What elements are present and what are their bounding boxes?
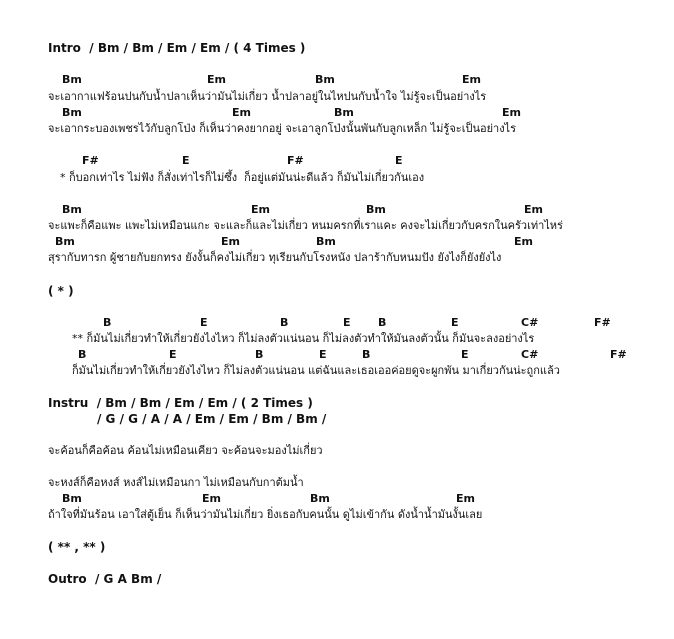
pre-lyric: * ก็บอกเท่าไร ไม่ฟัง ก็สั่งเท่าไรก็ไม่ซึ้ง ก็อยู่แต่มันน่ะดีแล้ว ก็มันไม่เกี่ยวกันเอง bbox=[60, 171, 425, 184]
chord: F# bbox=[610, 348, 627, 361]
chord: Bm bbox=[334, 106, 354, 119]
repeat-marker-2: ( ** , ** ) bbox=[48, 540, 106, 554]
chord: Em bbox=[207, 73, 226, 86]
chord: Bm bbox=[62, 492, 82, 505]
chord: Em bbox=[251, 203, 270, 216]
chord: Em bbox=[514, 235, 533, 248]
chord: Bm bbox=[55, 235, 75, 248]
verse1-lyric-1: จะเอากาแฟร้อนปนกับน้ำปลาเห็นว่ามันไม่เกี่ยว น้ำปลาอยู่ในไหปนกับน้ำใจ ไม่รู้จะเป็นอย่างไร bbox=[48, 90, 487, 103]
chord: Bm bbox=[366, 203, 386, 216]
chord: E bbox=[461, 348, 469, 361]
verse3-chord-row bbox=[0, 492, 674, 576]
chord: B bbox=[103, 316, 112, 329]
chord: C# bbox=[521, 316, 539, 329]
verse2-lyric-2: สุรากับทารก ผู้ชายกับยกทรง ยังงั้นก็คงไม่เกี่ยว ทุเรียนกับโรงหนัง ปลาร้ากับหนมปัง ยังไงก็ยังยังไง bbox=[48, 251, 502, 264]
verse3-lyric-2: จะหงส์ก็คือหงส์ หงส์ไม่เหมือนกา ไม่เหมือนกับกาต้มน้ำ bbox=[48, 476, 304, 489]
chord: Bm bbox=[62, 203, 82, 216]
verse3-lyric-3: ถ้าใจที่มันร้อน เอาใส่ตู้เย็น ก็เห็นว่ามันไม่เกี่ยว ยิ่งเธอกับคนนั้น ดูไม่เข้ากัน ดังน้ำน้ำมันงั้นเลย bbox=[48, 508, 483, 521]
chord: C# bbox=[521, 348, 539, 361]
instru-line-1: Instru / Bm / Bm / Em / Em / ( 2 Times ) bbox=[48, 396, 313, 410]
chord: Bm bbox=[62, 106, 82, 119]
chord: B bbox=[78, 348, 87, 361]
intro-line: Intro / Bm / Bm / Em / Em / ( 4 Times ) bbox=[48, 41, 306, 55]
chord: E bbox=[395, 154, 403, 167]
chord: E bbox=[343, 316, 351, 329]
chord: Em bbox=[232, 106, 251, 119]
chord: Em bbox=[456, 492, 475, 505]
chord: Em bbox=[462, 73, 481, 86]
chord: Bm bbox=[62, 73, 82, 86]
instru-line-2: / G / G / A / A / Em / Em / Bm / Bm / bbox=[97, 412, 327, 426]
verse2-chord-row-2 bbox=[0, 235, 674, 319]
chord: B bbox=[255, 348, 264, 361]
verse3-lyric-1: จะค้อนก็คือค้อน ค้อนไม่เหมือนเคียว จะค้อนจะมองไม่เกี่ยว bbox=[48, 444, 323, 457]
chord: B bbox=[378, 316, 387, 329]
chord: B bbox=[362, 348, 371, 361]
chord: E bbox=[169, 348, 177, 361]
hook-lyric-2: ก็มันไม่เกี่ยวทำให้เกี่ยวยังไงไหว ก็ไม่ลงตัวแน่นอน แต่ฉันและเธอเออค่อยดูจะผูกพัน มาเกี่ยวกันน่ะถูกแล้ว bbox=[72, 364, 560, 377]
chord: Bm bbox=[310, 492, 330, 505]
chord: Em bbox=[502, 106, 521, 119]
chord: F# bbox=[594, 316, 611, 329]
chord: E bbox=[182, 154, 190, 167]
chord: E bbox=[451, 316, 459, 329]
chord: E bbox=[319, 348, 327, 361]
chord: E bbox=[200, 316, 208, 329]
hook-lyric-1: ** ก็มันไม่เกี่ยวทำให้เกี่ยวยังไงไหว ก็ไม่ลงตัวแน่นอน ก็ไม่ลงตัวทำให้มันลงตัวนั้น ก็มันจะลงอย่างไร bbox=[72, 332, 535, 345]
repeat-marker-1: ( * ) bbox=[48, 284, 74, 298]
verse1-lyric-2: จะเอากระบองเพชรไว้กับลูกโป่ง ก็เห็นว่าคงยากอยู่ จะเอาลูกโป่งนั้นพันกับลูกเหล็ก ไม่รู้จะเป็นอย่างไร bbox=[48, 122, 516, 135]
outro-line: Outro / G A Bm / bbox=[48, 572, 162, 586]
chord: F# bbox=[287, 154, 304, 167]
chord: Em bbox=[202, 492, 221, 505]
chord: Bm bbox=[316, 235, 336, 248]
verse2-lyric-1: จะแพะก็คือแพะ แพะไม่เหมือนแกะ จะและก็และไม่เกี่ยว หนมครกที่เราแคะ คงจะไม่เกี่ยวกับครกในครัวเท่าไหร่ bbox=[48, 219, 563, 232]
chord: F# bbox=[82, 154, 99, 167]
chord: Em bbox=[524, 203, 543, 216]
chord: Em bbox=[221, 235, 240, 248]
chord: Bm bbox=[315, 73, 335, 86]
chord: B bbox=[280, 316, 289, 329]
